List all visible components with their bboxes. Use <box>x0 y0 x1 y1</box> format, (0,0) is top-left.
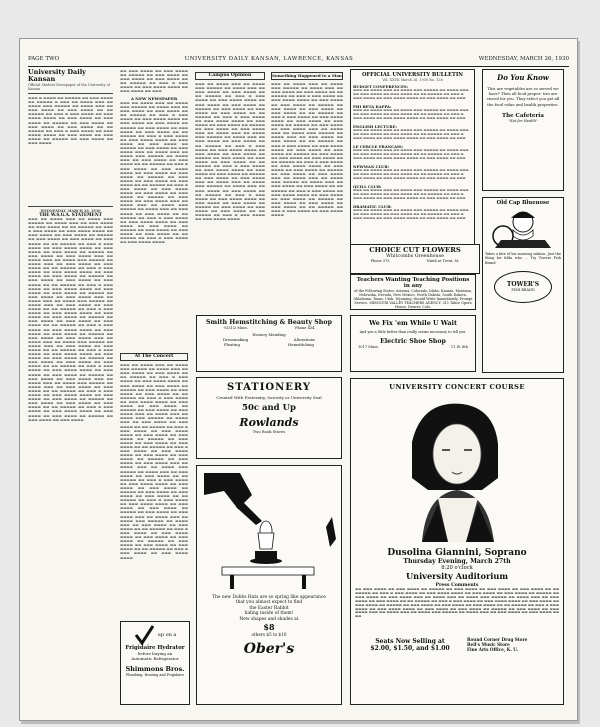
column-opinion <box>120 69 188 341</box>
towers-sub: FISH BRAND <box>511 288 535 293</box>
shoe-title: We Fix 'em While U Wait <box>369 319 457 327</box>
campus-opinion-heading: Campus Opinion <box>195 72 265 80</box>
bulletin-item-heading: ENGLISH LECTURE: <box>353 124 397 129</box>
bulletin-subtitle: Vol. XXVII March 26, 1930 No. 128 <box>382 78 443 82</box>
concert-date: Thursday Evening, March 27th <box>403 558 511 565</box>
dobbs-others: others $5 to $10 <box>251 632 287 638</box>
bulletin-item-heading: LE CERCLE FRANCAIS: <box>353 144 404 149</box>
towers-logo <box>494 271 552 303</box>
bulletin-item-body: ▬▬▬ ▬▬ ▬▬▬▬ ▬▬▬ ▬▬ ▬▬▬▬ ▬▬▬ ▬▬▬▬▬ ▬▬ ▬▬▬▬ ▬▬▬ ▬▬ ▬▬▬ ▬▬▬▬ ▬▬ ▬▬▬ ▬▬▬▬ ▬▬ ▬▬ ▬▬▬▬▬ ▬▬ ▬▬▬ ▬ ▬▬▬ ▬▬▬▬ ▬▬ ▬▬▬ ▬▬▬▬ ▬▬▬▬ ▬▬ ▬▬▬ ▬▬▬▬ ▬▬ ▬▬▬ <box>353 129 469 140</box>
flowers-shop: Whitcombs Greenhouse <box>386 254 444 259</box>
ticket-outlet-2: Bell's Music Store <box>467 642 510 647</box>
smith-address: 9331/2 Mass. <box>223 326 248 330</box>
editorial-heading: THE W.S.G.A. STATEMENT <box>39 212 102 217</box>
smith-phone: Phone 434 <box>295 326 315 330</box>
column-opinion-2 <box>195 69 265 341</box>
editorial-body: ▬▬▬ ▬▬ ▬▬▬▬ ▬▬▬ ▬▬ ▬▬▬▬ ▬▬▬ ▬▬▬▬▬ ▬▬ ▬▬▬▬ ▬▬▬ ▬▬ ▬▬▬ ▬▬▬▬ ▬▬ ▬▬▬ ▬▬▬▬ ▬▬ ▬▬ ▬▬▬▬▬ ▬▬ ▬▬▬ ▬ ▬▬▬ ▬▬▬▬ ▬▬ ▬▬▬ ▬▬▬▬ ▬▬▬▬ ▬▬ ▬▬▬ ▬▬▬▬ ▬▬ ▬▬▬ ▬▬▬▬ ▬▬ ▬▬▬▬▬ ▬▬ ▬▬▬ ▬▬▬▬ ▬▬ ▬▬▬ ▬▬▬▬ ▬▬ ▬▬▬ ▬▬▬▬ ▬▬ ▬▬ ▬▬▬▬▬ ▬▬ ▬▬▬ ▬ ▬▬▬ ▬▬▬▬ ▬▬ ▬▬▬ ▬▬▬▬ ▬▬▬▬ ▬▬ ▬▬▬ ▬▬▬▬ ▬▬ ▬▬▬ ▬▬▬▬ ▬▬ ▬▬▬▬▬ ▬▬ ▬▬▬ ▬▬▬▬ ▬▬ ▬▬▬ ▬▬▬▬ ▬▬▬ ▬▬ ▬▬▬▬ ▬▬▬ ▬▬ ▬▬▬▬ ▬▬▬ ▬▬▬▬▬ ▬▬ ▬▬▬▬ ▬▬▬ ▬▬ ▬▬▬ ▬▬▬▬ ▬▬ ▬▬▬ ▬▬▬▬ ▬▬ ▬▬ ▬▬▬▬▬ ▬▬ ▬▬▬ ▬ ▬▬▬ ▬▬▬▬ ▬▬ ▬▬▬ ▬▬▬▬ ▬▬▬▬ ▬▬ ▬▬▬ ▬▬▬▬ ▬▬ ▬▬▬ ▬▬▬▬ ▬▬ ▬▬▬▬▬ ▬▬ ▬▬▬ ▬▬▬▬ ▬▬ ▬▬▬ ▬▬▬▬ ▬▬ ▬▬▬ ▬▬▬▬ ▬▬ ▬▬ ▬▬▬▬▬ ▬▬ ▬▬▬ ▬ ▬▬▬ ▬▬▬▬ ▬▬ ▬▬▬ ▬▬▬▬ ▬▬▬▬ ▬▬ ▬▬▬ ▬▬▬▬ ▬▬ ▬▬▬ ▬▬▬▬ ▬▬ ▬▬▬▬▬ ▬▬ ▬▬▬ ▬▬▬▬ ▬▬ ▬▬▬ ▬▬▬▬ ▬▬▬ ▬▬ ▬▬▬▬ ▬▬▬ ▬▬ ▬▬▬▬ ▬▬▬ ▬▬▬▬▬ ▬▬ ▬▬▬▬ ▬▬▬ ▬▬ ▬▬▬ ▬▬▬▬ ▬▬ ▬▬▬ ▬▬▬▬ ▬▬ ▬▬ ▬▬▬▬▬ ▬▬ ▬▬▬ ▬ ▬▬▬ ▬▬▬▬ ▬▬ ▬▬▬ ▬▬▬▬ ▬▬▬▬ ▬▬ ▬▬▬ ▬▬▬▬ ▬▬ ▬▬▬ ▬▬▬▬ ▬▬ ▬▬▬▬▬ ▬▬ ▬▬▬ ▬▬▬▬ ▬▬ ▬▬▬ ▬▬▬▬ ▬▬ ▬▬▬ ▬▬▬▬ ▬▬ ▬▬ ▬▬▬▬▬ ▬▬ ▬▬▬ ▬ ▬▬▬ ▬▬▬▬ ▬▬ ▬▬▬ ▬▬▬▬ ▬▬▬▬ ▬▬ ▬▬▬ ▬▬▬▬ ▬▬ ▬▬▬ ▬▬▬▬ ▬▬ ▬▬▬▬▬ ▬▬ ▬▬▬ ▬▬▬▬ ▬▬ ▬▬▬ ▬▬▬▬ ▬▬▬ ▬▬ ▬▬▬▬ ▬▬▬ ▬▬ ▬▬▬▬ ▬▬▬ ▬▬▬▬▬ ▬▬ ▬▬▬▬ ▬▬▬ ▬▬ ▬▬▬ ▬▬▬▬ ▬▬ ▬▬▬ ▬▬▬▬ ▬▬ ▬▬ ▬▬▬▬▬ ▬▬ ▬▬▬ ▬ ▬▬▬ ▬▬▬▬ ▬▬ ▬▬▬ ▬▬▬▬ ▬▬▬▬ ▬▬ ▬▬▬ ▬▬▬▬ ▬▬ ▬▬▬ ▬▬▬▬ ▬▬ ▬▬▬▬▬ ▬▬ ▬▬▬ ▬▬▬▬ ▬▬ ▬▬▬ ▬▬▬▬ ▬▬ ▬▬▬ ▬▬▬▬ ▬▬ ▬▬ ▬▬▬▬▬ ▬▬ ▬▬▬ ▬ ▬▬▬ ▬▬▬▬ ▬▬ ▬▬▬ ▬▬▬▬ ▬▬▬▬ ▬▬ ▬▬▬ ▬▬▬▬ ▬▬ ▬▬▬ ▬▬▬▬ ▬▬ ▬▬▬▬▬ ▬▬ ▬▬▬ ▬▬▬▬ ▬▬ ▬▬▬ ▬▬▬▬ ▬▬▬ ▬▬ ▬▬▬▬ ▬▬▬ ▬▬ ▬▬▬▬ ▬▬▬ ▬▬▬▬▬ ▬▬ ▬▬▬▬ ▬▬▬ ▬▬ ▬▬▬ ▬▬▬▬ ▬▬ ▬▬▬ ▬▬▬▬ ▬▬ ▬▬ ▬▬▬▬▬ ▬▬ ▬▬▬ ▬ ▬▬▬ ▬▬▬▬ ▬▬ ▬▬▬ ▬▬▬▬ ▬▬▬▬ ▬▬ ▬▬▬ ▬▬▬▬ ▬▬ ▬▬▬ ▬▬▬▬ ▬▬ ▬▬▬▬▬ ▬▬ ▬▬▬ ▬▬▬▬ ▬▬ ▬▬▬ ▬▬▬▬ ▬▬ ▬▬▬ ▬▬▬▬ ▬▬ ▬▬ ▬▬▬▬▬ ▬▬ ▬▬▬ ▬ ▬▬▬ ▬▬▬▬ ▬▬ ▬▬▬ ▬▬▬▬ ▬▬▬▬ ▬▬ ▬▬▬ ▬▬▬▬ ▬▬ ▬▬▬ ▬▬▬▬ ▬▬ ▬▬▬▬▬ ▬▬ ▬▬▬ ▬▬▬▬ ▬▬ ▬▬▬ ▬▬▬▬ <box>28 217 113 422</box>
cafeteria-ad <box>482 69 564 191</box>
col3-body: ▬▬▬ ▬▬ ▬▬▬▬ ▬▬▬ ▬▬ ▬▬▬▬ ▬▬▬ ▬▬▬▬▬ ▬▬ ▬▬▬▬ ▬▬▬ ▬▬ ▬▬▬ ▬▬▬▬ ▬▬ ▬▬▬ ▬▬▬▬ ▬▬ ▬▬ ▬▬▬▬▬ ▬▬ ▬▬▬ ▬ ▬▬▬ ▬▬▬▬ ▬▬ ▬▬▬ ▬▬▬▬ ▬▬▬▬ ▬▬ ▬▬▬ ▬▬▬▬ ▬▬ ▬▬▬ ▬▬▬▬ ▬▬ ▬▬▬▬▬ ▬▬ ▬▬▬ ▬▬▬▬ ▬▬ ▬▬▬ ▬▬▬▬ ▬▬ ▬▬▬ ▬▬▬▬ ▬▬ ▬▬ ▬▬▬▬▬ ▬▬ ▬▬▬ ▬ ▬▬▬ ▬▬▬▬ ▬▬ ▬▬▬ ▬▬▬▬ ▬▬▬▬ ▬▬ ▬▬▬ ▬▬▬▬ ▬▬ ▬▬▬ ▬▬▬▬ ▬▬ ▬▬▬▬▬ ▬▬ ▬▬▬ ▬▬▬▬ ▬▬ ▬▬▬ ▬▬▬▬ ▬▬▬ ▬▬ ▬▬▬▬ ▬▬▬ ▬▬ ▬▬▬▬ ▬▬▬ ▬▬▬▬▬ ▬▬ ▬▬▬▬ ▬▬▬ ▬▬ ▬▬▬ ▬▬▬▬ ▬▬ ▬▬▬ ▬▬▬▬ ▬▬ ▬▬ ▬▬▬▬▬ ▬▬ ▬▬▬ ▬ ▬▬▬ ▬▬▬▬ ▬▬ ▬▬▬ ▬▬▬▬ ▬▬▬▬ ▬▬ ▬▬▬ ▬▬▬▬ ▬▬ ▬▬▬ ▬▬▬▬ ▬▬ ▬▬▬▬▬ ▬▬ ▬▬▬ ▬▬▬▬ ▬▬ ▬▬▬ ▬▬▬▬ ▬▬ ▬▬▬ ▬▬▬▬ ▬▬ ▬▬ ▬▬▬▬▬ ▬▬ ▬▬▬ ▬ ▬▬▬ ▬▬▬▬ ▬▬ ▬▬▬ ▬▬▬▬ ▬▬▬▬ ▬▬ ▬▬▬ ▬▬▬▬ ▬▬ ▬▬▬ ▬▬▬▬ ▬▬ ▬▬▬▬▬ ▬▬ ▬▬▬ ▬▬▬▬ ▬▬ ▬▬▬ ▬▬▬▬ ▬▬▬ ▬▬ ▬▬▬▬ ▬▬▬ ▬▬ ▬▬▬▬ ▬▬▬ ▬▬▬▬▬ ▬▬ ▬▬▬▬ ▬▬▬ ▬▬ ▬▬▬ ▬▬▬▬ ▬▬ ▬▬▬ ▬▬▬▬ ▬▬ ▬▬ ▬▬▬▬▬ ▬▬ ▬▬▬ ▬ ▬▬▬ ▬▬▬▬ ▬▬ ▬▬▬ ▬▬▬▬ ▬▬▬▬ ▬▬ ▬▬▬ ▬▬▬▬ ▬▬ ▬▬▬ ▬▬▬▬ ▬▬ ▬▬▬▬▬ ▬▬ ▬▬▬ ▬▬▬▬ ▬▬ ▬▬▬ ▬▬▬▬ ▬▬ ▬▬▬ ▬▬▬▬ ▬▬ ▬▬ ▬▬▬▬▬ ▬▬ ▬▬▬ ▬ ▬▬▬ ▬▬▬▬ ▬▬ ▬▬▬ ▬▬▬▬ ▬▬▬▬ <box>195 82 265 222</box>
cafeteria-slogan: "Eat for Health" <box>508 118 538 123</box>
bulletin-item-heading: DRAMATIC CLUB: <box>353 204 392 209</box>
concert-review-body: ▬▬▬ ▬▬ ▬▬▬▬ ▬▬▬ ▬▬ ▬▬▬▬ ▬▬▬ ▬▬▬▬▬ ▬▬ ▬▬▬▬ ▬▬▬ ▬▬ ▬▬▬ ▬▬▬▬ ▬▬ ▬▬▬ ▬▬▬▬ ▬▬ ▬▬ ▬▬▬▬▬ ▬▬ ▬▬▬ ▬ ▬▬▬ ▬▬▬▬ ▬▬ ▬▬▬ ▬▬▬▬ ▬▬▬▬ ▬▬ ▬▬▬ ▬▬▬▬ ▬▬ ▬▬▬ ▬▬▬▬ ▬▬ ▬▬▬▬▬ ▬▬ ▬▬▬ ▬▬▬▬ ▬▬ ▬▬▬ ▬▬▬▬ ▬▬ ▬▬▬ ▬▬▬▬ ▬▬ ▬▬ ▬▬▬▬▬ ▬▬ ▬▬▬ ▬ ▬▬▬ ▬▬▬▬ ▬▬ ▬▬▬ ▬▬▬▬ ▬▬▬▬ ▬▬ ▬▬▬ ▬▬▬▬ ▬▬ ▬▬▬ ▬▬▬▬ ▬▬ ▬▬▬▬▬ ▬▬ ▬▬▬ ▬▬▬▬ ▬▬ ▬▬▬ ▬▬▬▬ ▬▬▬ ▬▬ ▬▬▬▬ ▬▬▬ ▬▬ ▬▬▬▬ ▬▬▬ ▬▬▬▬▬ ▬▬ ▬▬▬▬ ▬▬▬ ▬▬ ▬▬▬ ▬▬▬▬ ▬▬ ▬▬▬ ▬▬▬▬ ▬▬ ▬▬ ▬▬▬▬▬ ▬▬ ▬▬▬ ▬ ▬▬▬ ▬▬▬▬ ▬▬ ▬▬▬ ▬▬▬▬ ▬▬▬▬ ▬▬ ▬▬▬ ▬▬▬▬ ▬▬ ▬▬▬ ▬▬▬▬ ▬▬ ▬▬▬▬▬ ▬▬ ▬▬▬ ▬▬▬▬ ▬▬ ▬▬▬ ▬▬▬▬ ▬▬ ▬▬▬ ▬▬▬▬ ▬▬ ▬▬ ▬▬▬▬▬ ▬▬ ▬▬▬ ▬ ▬▬▬ ▬▬▬▬ ▬▬ ▬▬▬ ▬▬▬▬ ▬▬▬▬ ▬▬ ▬▬▬ ▬▬▬▬ ▬▬ ▬▬▬ ▬▬▬▬ ▬▬ ▬▬▬▬▬ ▬▬ ▬▬▬ ▬▬▬▬ ▬▬ ▬▬▬ ▬▬▬▬ ▬▬▬ ▬▬ ▬▬▬▬ ▬▬▬ ▬▬ ▬▬▬▬ ▬▬▬ ▬▬▬▬▬ ▬▬ ▬▬▬▬ ▬▬▬ ▬▬ ▬▬▬ ▬▬▬▬ ▬▬ ▬▬▬ ▬▬▬▬ ▬▬ ▬▬ ▬▬▬▬▬ ▬▬ ▬▬▬ ▬ ▬▬▬ ▬▬▬▬ ▬▬ ▬▬▬ ▬▬▬▬ ▬▬▬▬ ▬▬ ▬▬▬ ▬▬▬▬ ▬▬ ▬▬▬ ▬▬▬▬ ▬▬ ▬▬▬▬▬ ▬▬ ▬▬▬ ▬▬▬▬ ▬▬ ▬▬▬ ▬▬▬▬ ▬▬ ▬▬▬ ▬▬▬▬ ▬▬ ▬▬ ▬▬▬▬▬ ▬▬ ▬▬▬ ▬ ▬▬▬ ▬▬▬▬ ▬▬ ▬▬▬ ▬▬▬▬ ▬▬▬▬ ▬▬ ▬▬▬ ▬▬▬▬ ▬▬ ▬▬▬ ▬▬▬▬ ▬▬ ▬▬▬▬▬ ▬▬ ▬▬▬ ▬▬▬▬ ▬▬ ▬▬▬ ▬▬▬▬ ▬▬▬ ▬▬ ▬▬▬▬ ▬▬▬ ▬▬ ▬▬▬▬ ▬▬▬ ▬▬▬▬▬ ▬▬ ▬▬▬▬ ▬▬▬ ▬▬ ▬▬▬ ▬▬▬▬ ▬▬ ▬▬▬ ▬▬▬▬ ▬▬ ▬▬ ▬▬▬▬▬ ▬▬ ▬▬▬ ▬ ▬▬▬ ▬▬▬▬ ▬▬ ▬▬▬ ▬▬▬▬ ▬▬▬▬ ▬▬ ▬▬▬ ▬▬▬▬ ▬▬ ▬▬▬ ▬▬▬▬ ▬▬ ▬▬▬▬▬ ▬▬ ▬▬▬ ▬▬▬▬ ▬▬ ▬▬▬ ▬▬▬▬ ▬▬ ▬▬▬ ▬▬▬▬ ▬▬ ▬▬ ▬▬▬▬▬ ▬▬ ▬▬▬ ▬ ▬▬▬ ▬▬▬▬ ▬▬ ▬▬▬ ▬▬▬▬ ▬▬▬▬ <box>120 363 188 560</box>
shimmons-brand: Shimmons Bros. <box>125 665 185 673</box>
captain-illustration <box>485 206 561 248</box>
rowlands-sub: Two Book Stores <box>252 429 286 434</box>
rowlands-logo: Rowlands <box>239 416 299 429</box>
frigidaire-line-2: Frigidaire Hydrator <box>125 645 185 651</box>
concert-course-ad <box>350 378 564 705</box>
shoe-shop-name: Electric Shoe Shop <box>380 338 446 345</box>
flowers-title: CHOICE CUT FLOWERS <box>369 246 461 254</box>
flowers-address: Ninth at Trent, St. <box>426 259 460 263</box>
smith-service-4: Pleating <box>224 342 240 347</box>
shoe-address-2: 11 W. 8th <box>450 345 468 349</box>
bulletin-item-heading: NEWMAN CLUB: <box>353 164 389 169</box>
col2-body: ▬▬▬ ▬▬ ▬▬▬▬ ▬▬▬ ▬▬ ▬▬▬▬ ▬▬▬ ▬▬▬▬▬ ▬▬ ▬▬▬▬ ▬▬▬ ▬▬ ▬▬▬ ▬▬▬▬ ▬▬ ▬▬▬ ▬▬▬▬ ▬▬ ▬▬ ▬▬▬▬▬ ▬▬ ▬▬▬ ▬ ▬▬▬ ▬▬▬▬ ▬▬ ▬▬▬ ▬▬▬▬ ▬▬▬▬ ▬▬ ▬▬▬ ▬▬▬▬ ▬▬ ▬▬▬ ▬▬▬▬ ▬▬ ▬▬▬▬▬ ▬▬ ▬▬▬ ▬▬▬▬ ▬▬ ▬▬▬ ▬▬▬▬ ▬▬ ▬▬▬ ▬▬▬▬ ▬▬ ▬▬ ▬▬▬▬▬ ▬▬ ▬▬▬ ▬ ▬▬▬ ▬▬▬▬ ▬▬ ▬▬▬ ▬▬▬▬ ▬▬▬▬ ▬▬ ▬▬▬ ▬▬▬▬ ▬▬ ▬▬▬ ▬▬▬▬ ▬▬ ▬▬▬▬▬ ▬▬ ▬▬▬ ▬▬▬▬ ▬▬ ▬▬▬ ▬▬▬▬ ▬▬▬ ▬▬ ▬▬▬▬ ▬▬▬ ▬▬ ▬▬▬▬ ▬▬▬ ▬▬▬▬▬ ▬▬ ▬▬▬▬ ▬▬▬ ▬▬ ▬▬▬ ▬▬▬▬ ▬▬ ▬▬▬ ▬▬▬▬ ▬▬ ▬▬ ▬▬▬▬▬ ▬▬ ▬▬▬ ▬ ▬▬▬ ▬▬▬▬ ▬▬ ▬▬▬ ▬▬▬▬ ▬▬▬▬ ▬▬ ▬▬▬ ▬▬▬▬ ▬▬ ▬▬▬ ▬▬▬▬ ▬▬ ▬▬▬▬▬ ▬▬ ▬▬▬ ▬▬▬▬ ▬▬ ▬▬▬ ▬▬▬▬ ▬▬ ▬▬▬ ▬▬▬▬ ▬▬ ▬▬ ▬▬▬▬▬ ▬▬ ▬▬▬ ▬ ▬▬▬ ▬▬▬▬ ▬▬ ▬▬▬ ▬▬▬▬ ▬▬▬▬ ▬▬ ▬▬▬ ▬▬▬▬ ▬▬ ▬▬▬ ▬▬▬▬ ▬▬ ▬▬▬▬▬ ▬▬ ▬▬▬ ▬▬▬▬ ▬▬ ▬▬▬ ▬▬▬▬ ▬▬▬ ▬▬ ▬▬▬▬ ▬▬▬ ▬▬ ▬▬▬▬ ▬▬▬ ▬▬▬▬▬ ▬▬ ▬▬▬▬ ▬▬▬ ▬▬ ▬▬▬ ▬▬▬▬ ▬▬ ▬▬▬ ▬▬▬▬ ▬▬ ▬▬ ▬▬▬▬▬ ▬▬ ▬▬▬ ▬ ▬▬▬ ▬▬▬▬ ▬▬ ▬▬▬ ▬▬▬▬ ▬▬▬▬ ▬▬ ▬▬▬ ▬▬▬▬ ▬▬ ▬▬▬ ▬▬▬▬ ▬▬ ▬▬▬▬▬ ▬▬ ▬▬▬ ▬▬▬▬ ▬▬ ▬▬▬ ▬▬▬▬ ▬▬ ▬▬▬ ▬▬▬▬ ▬▬ ▬▬ ▬▬▬▬▬ ▬▬ ▬▬▬ ▬ ▬▬▬ ▬▬▬▬ ▬▬ ▬▬▬ ▬▬▬▬ ▬▬▬▬ <box>120 101 188 245</box>
teachers-title: Teachers Wanting Teaching Positions in any <box>356 277 470 289</box>
bulletin-item-heading: BUDGET CONFERENCES: <box>353 84 409 89</box>
header-right: WEDNESDAY, MARCH 26, 1930 <box>478 56 569 62</box>
bluenose-body: Takes a bite of his morning salmon. Just the thing for folks who ... Try Towers Fish Brand <box>485 252 561 265</box>
stationery-sub: Created With Fraternity, Sorority or University Seal <box>216 395 322 400</box>
new-newspaper-heading: A NEW NEWSPAPER <box>130 96 178 101</box>
col2-top-text: ▬▬ ▬▬▬ ▬▬▬▬ ▬▬ ▬▬▬ ▬▬▬▬ ▬▬ ▬▬▬▬▬ ▬▬ ▬▬▬ ▬▬▬▬ ▬▬ ▬▬▬ ▬▬▬▬ ▬▬ ▬▬▬ ▬▬▬▬ ▬▬ ▬▬ ▬▬▬▬▬ ▬▬ ▬▬▬ ▬ ▬▬▬ ▬▬▬▬ ▬▬ ▬▬▬ ▬▬▬▬ ▬▬▬▬ ▬▬ ▬▬▬ ▬▬▬▬ ▬▬ ▬▬▬ <box>120 69 188 94</box>
bulletin-item-body: ▬▬▬ ▬▬ ▬▬▬▬ ▬▬▬ ▬▬ ▬▬▬▬ ▬▬▬ ▬▬▬▬▬ ▬▬ ▬▬▬▬ ▬▬▬ ▬▬ ▬▬▬ ▬▬▬▬ ▬▬ ▬▬▬ ▬▬▬▬ ▬▬ ▬▬ ▬▬▬▬▬ ▬▬ ▬▬▬ ▬ ▬▬▬ ▬▬▬▬ ▬▬ ▬▬▬ ▬▬▬▬ ▬▬▬▬ ▬▬ ▬▬▬ ▬▬▬▬ ▬▬ ▬▬▬ <box>353 169 469 180</box>
at-concert-heading: At The Concert <box>120 353 188 361</box>
frigidaire-line-1: up on a <box>157 632 177 638</box>
smith-service-2: Dressmaking <box>222 337 249 342</box>
dobbs-hats-ad <box>196 465 342 705</box>
stationery-title: STATIONERY <box>226 382 312 393</box>
bulletin-item-body: ▬▬▬ ▬▬ ▬▬▬▬ ▬▬▬ ▬▬ ▬▬▬▬ ▬▬▬ ▬▬▬▬▬ ▬▬ ▬▬▬▬ ▬▬▬ ▬▬ ▬▬▬ ▬▬▬▬ ▬▬ ▬▬▬ ▬▬▬▬ ▬▬ ▬▬ ▬▬▬▬▬ ▬▬ ▬▬▬ ▬ ▬▬▬ ▬▬▬▬ ▬▬ ▬▬▬ ▬▬▬▬ ▬▬▬▬ ▬▬ ▬▬▬ ▬▬▬▬ ▬▬ ▬▬▬ <box>353 189 469 200</box>
masthead-date: WEDNESDAY, MARCH 26, 1930 <box>40 209 101 213</box>
header-left: PAGE TWO <box>28 56 60 62</box>
newspaper-page <box>19 38 578 721</box>
doyou-title: Do You Know <box>497 73 549 82</box>
checkmark-icon <box>134 625 154 645</box>
official-bulletin <box>350 69 475 271</box>
column-news <box>271 69 343 339</box>
smith-title: Smith Hemstitching & Beauty Shop <box>206 319 332 326</box>
ticket-outlet-1: Round Corner Drug Store <box>467 637 528 642</box>
frigidaire-line-4: Automatic Refrigerator <box>131 656 179 661</box>
press-heading: Press Comments <box>435 583 479 588</box>
bulletin-title: OFFICIAL UNIVERSITY BULLETIN <box>361 72 464 78</box>
bulletin-item-body: ▬▬▬ ▬▬ ▬▬▬▬ ▬▬▬ ▬▬ ▬▬▬▬ ▬▬▬ ▬▬▬▬▬ ▬▬ ▬▬▬▬ ▬▬▬ ▬▬ ▬▬▬ ▬▬▬▬ ▬▬ ▬▬▬ ▬▬▬▬ ▬▬ ▬▬ ▬▬▬▬▬ ▬▬ ▬▬▬ ▬ ▬▬▬ ▬▬▬▬ ▬▬ ▬▬▬ ▬▬▬▬ ▬▬▬▬ ▬▬ ▬▬▬ ▬▬▬▬ ▬▬ ▬▬▬ <box>353 109 469 120</box>
frigidaire-ad <box>120 621 190 705</box>
bulletin-item-heading: PHI BETA KAPPA: <box>353 104 392 109</box>
stationery-ad <box>196 377 342 459</box>
press-comments: ▬▬ ▬▬▬ ▬▬▬▬ ▬▬ ▬▬▬ ▬▬▬▬ ▬▬ ▬▬▬▬▬ ▬▬ ▬▬▬ ▬▬▬▬ ▬▬ ▬▬▬ ▬▬▬▬ ▬▬ ▬▬▬ ▬▬▬▬ ▬▬ ▬▬ ▬▬▬▬▬ ▬▬ ▬▬▬ ▬ ▬▬▬ ▬▬▬▬ ▬▬ ▬▬▬ ▬▬▬▬ ▬▬▬▬ ▬▬ ▬▬▬ ▬▬▬▬ ▬▬ ▬▬▬ ▬▬▬▬ ▬▬ ▬▬▬▬▬ ▬▬ ▬▬▬ ▬▬▬▬ ▬▬ ▬▬▬ ▬▬▬▬ ▬▬▬ ▬▬ ▬▬▬▬ ▬▬▬ ▬▬ ▬▬▬▬ ▬▬▬ ▬▬▬▬▬ ▬▬ ▬▬▬▬ ▬▬▬ ▬▬ ▬▬▬ ▬▬▬▬ ▬▬ ▬▬▬ ▬▬▬▬ ▬▬ ▬▬ ▬▬▬▬▬ ▬▬ ▬▬▬ ▬ ▬▬▬ ▬▬▬▬ ▬▬ ▬▬▬ ▬▬▬▬ ▬▬▬▬ ▬▬ ▬▬▬ ▬▬▬▬ ▬▬ ▬▬▬ ▬▬▬▬ ▬▬ ▬▬▬▬▬ ▬▬ ▬▬▬ ▬▬▬▬ ▬▬ ▬▬▬ ▬▬▬▬ ▬▬ ▬▬▬ ▬▬▬▬ ▬▬ ▬▬ ▬▬▬▬▬ ▬▬ ▬▬▬ ▬ ▬▬▬ ▬▬▬▬ ▬▬ ▬▬▬ ▬▬▬▬ ▬▬▬▬ ▬▬ ▬▬▬ ▬▬▬▬ ▬▬ ▬▬▬ ▬▬▬▬ ▬▬ ▬▬▬▬▬ ▬▬ ▬▬▬ ▬▬▬▬ ▬▬ ▬▬▬ ▬▬▬▬ ▬▬▬ ▬▬ ▬▬▬▬ ▬▬▬ ▬▬ ▬▬▬▬ ▬▬▬ ▬▬▬▬▬ ▬▬ ▬▬▬▬ ▬▬▬ ▬▬ ▬▬▬ ▬▬▬▬ ▬▬ ▬▬▬ ▬▬▬▬ ▬▬ ▬▬ <box>355 588 559 619</box>
dobbs-line-1: The new Dobbs Hats are so spring like appearance <box>212 595 326 600</box>
dobbs-line-3: the Easter Rabbit <box>249 605 289 611</box>
bluenose-ad <box>482 197 564 373</box>
towers-brand: TOWER'S <box>506 281 540 289</box>
masthead-subtitle: Official Student Newspaper of the University of Kansas <box>28 83 110 91</box>
column-masthead <box>28 69 113 714</box>
bluenose-title: Old Cap Bluenose <box>496 200 550 206</box>
shoe-shop-ad <box>350 315 476 372</box>
staff-list: ▬▬▬ ▬ ▬▬▬▬ ▬▬ ▬▬▬▬▬ ▬▬ ▬▬▬ ▬▬▬▬ ▬▬ ▬▬▬▬▬ ▬ ▬▬▬ ▬▬ ▬▬▬▬ ▬▬▬ ▬▬ ▬▬▬▬ ▬▬▬ ▬▬▬▬▬ ▬▬ ▬▬▬▬ ▬▬▬ ▬▬ ▬▬▬ ▬▬▬▬ ▬▬ ▬▬▬ ▬▬▬▬ ▬▬ ▬▬ ▬▬▬▬▬ ▬▬ ▬▬▬ ▬ ▬▬▬ ▬▬▬▬ ▬▬ ▬▬▬ ▬▬▬▬ ▬▬▬▬ ▬▬ ▬▬▬ ▬▬▬▬ ▬▬ ▬▬▬ ▬▬▬▬ ▬▬ ▬▬▬▬▬ ▬▬ ▬▬▬ ▬▬▬▬ ▬▬ ▬▬▬ ▬▬▬▬ ▬▬ ▬▬▬ ▬▬▬▬ ▬▬ ▬▬ ▬▬▬▬▬ ▬▬ ▬▬▬ ▬ ▬▬▬ ▬▬▬▬ ▬▬ ▬▬▬ ▬▬▬▬ ▬▬▬▬ ▬▬ ▬▬▬ ▬▬▬▬ ▬▬ ▬▬▬ ▬▬▬▬ ▬▬ ▬▬▬▬▬ ▬▬ ▬▬▬ ▬▬▬▬ ▬▬ ▬▬▬ ▬▬▬▬ <box>28 96 113 146</box>
ticket-outlet-3: Fine Arts Office, K. U. <box>467 647 519 652</box>
concert-venue: University Auditorium <box>405 571 509 581</box>
smith-service-5: Hemstitching <box>287 342 314 347</box>
bulletin-item-body: ▬▬▬ ▬▬ ▬▬▬▬ ▬▬▬ ▬▬ ▬▬▬▬ ▬▬▬ ▬▬▬▬▬ ▬▬ ▬▬▬▬ ▬▬▬ ▬▬ ▬▬▬ ▬▬▬▬ ▬▬ ▬▬▬ ▬▬▬▬ ▬▬ ▬▬ ▬▬▬▬▬ ▬▬ ▬▬▬ ▬ ▬▬▬ ▬▬▬▬ ▬▬ ▬▬▬ ▬▬▬▬ ▬▬▬▬ ▬▬ ▬▬▬ ▬▬▬▬ ▬▬ ▬▬▬ <box>353 209 469 220</box>
magician-hat-illustration <box>200 469 338 591</box>
doyou-body: This are vegetables are so served we have? Then all food proper- ties are stored for you. They select you get all the food value and health properties. <box>486 86 560 107</box>
cafeteria-name: The Cafeteria <box>502 112 544 119</box>
frigidaire-line-3: before buying an <box>137 651 173 656</box>
flowers-ad <box>350 244 480 274</box>
dobbs-line-5: New shapes and shades at <box>239 616 299 622</box>
smith-ad <box>196 315 342 372</box>
shoe-address-1: 1017 Mass. <box>358 345 379 349</box>
something-happened-heading: Something Happened to a Man <box>271 72 343 80</box>
shoe-sub: And you a little better than really seems necessary to tell you. <box>359 330 467 334</box>
shimmons-sub: Plumbing, Heating and Frigidaire <box>125 673 185 677</box>
teachers-ad <box>350 274 476 310</box>
header-center: UNIVERSITY DAILY KANSAN, LAWRENCE, KANSAS <box>184 56 354 62</box>
flowers-phone: Phone 375 <box>370 259 390 263</box>
page-header <box>28 56 569 67</box>
col4-body: ▬▬▬ ▬▬ ▬▬▬▬ ▬▬▬ ▬▬ ▬▬▬▬ ▬▬▬ ▬▬▬▬▬ ▬▬ ▬▬▬▬ ▬▬▬ ▬▬ ▬▬▬ ▬▬▬▬ ▬▬ ▬▬▬ ▬▬▬▬ ▬▬ ▬▬ ▬▬▬▬▬ ▬▬ ▬▬▬ ▬ ▬▬▬ ▬▬▬▬ ▬▬ ▬▬▬ ▬▬▬▬ ▬▬▬▬ ▬▬ ▬▬▬ ▬▬▬▬ ▬▬ ▬▬▬ ▬▬▬▬ ▬▬ ▬▬▬▬▬ ▬▬ ▬▬▬ ▬▬▬▬ ▬▬ ▬▬▬ ▬▬▬▬ ▬▬ ▬▬▬ ▬▬▬▬ ▬▬ ▬▬ ▬▬▬▬▬ ▬▬ ▬▬▬ ▬ ▬▬▬ ▬▬▬▬ ▬▬ ▬▬▬ ▬▬▬▬ ▬▬▬▬ ▬▬ ▬▬▬ ▬▬▬▬ ▬▬ ▬▬▬ ▬▬▬▬ ▬▬ ▬▬▬▬▬ ▬▬ ▬▬▬ ▬▬▬▬ ▬▬ ▬▬▬ ▬▬▬▬ ▬▬▬ ▬▬ ▬▬▬▬ ▬▬▬ ▬▬ ▬▬▬▬ ▬▬▬ ▬▬▬▬▬ ▬▬ ▬▬▬▬ ▬▬▬ ▬▬ ▬▬▬ ▬▬▬▬ ▬▬ ▬▬▬ ▬▬▬▬ ▬▬ ▬▬ ▬▬▬▬▬ ▬▬ ▬▬▬ ▬ ▬▬▬ ▬▬▬▬ ▬▬ ▬▬▬ ▬▬▬▬ ▬▬▬▬ ▬▬ ▬▬▬ ▬▬▬▬ ▬▬ ▬▬▬ ▬▬▬▬ ▬▬ ▬▬▬▬▬ ▬▬ ▬▬▬ ▬▬▬▬ ▬▬ ▬▬▬ ▬▬▬▬ ▬▬ ▬▬▬ ▬▬▬▬ ▬▬ ▬▬ ▬▬▬▬▬ ▬▬ ▬▬▬ ▬ ▬▬▬ ▬▬▬▬ ▬▬ ▬▬▬ ▬▬▬▬ ▬▬▬▬ ▬▬ ▬▬▬ ▬▬▬▬ ▬▬ ▬▬▬ ▬▬▬▬ ▬▬ ▬▬▬▬▬ ▬▬ ▬▬▬ ▬▬▬▬ ▬▬ ▬▬▬ ▬▬▬▬ ▬▬▬ ▬▬ ▬▬▬▬ ▬▬▬ ▬▬ ▬▬▬▬ ▬▬▬ ▬▬▬▬▬ ▬▬ ▬▬▬▬ ▬▬▬ ▬▬ ▬▬▬ ▬▬▬▬ ▬▬ ▬▬▬ ▬▬▬▬ ▬▬ ▬▬ ▬▬▬▬▬ ▬▬ ▬▬▬ ▬ ▬▬▬ ▬▬▬▬ ▬▬ ▬▬▬ ▬▬▬▬ ▬▬▬▬ ▬▬ ▬▬▬ ▬▬▬▬ ▬▬ ▬▬▬ ▬▬▬▬ ▬▬ ▬▬▬▬▬ ▬▬ ▬▬▬ ▬▬▬▬ ▬▬ ▬▬▬ ▬▬▬▬ ▬▬ ▬▬▬ ▬▬▬▬ ▬▬ ▬▬ ▬▬▬▬▬ ▬▬ ▬▬▬ ▬ ▬▬▬ ▬▬▬▬ ▬▬ ▬▬▬ ▬▬▬▬ ▬▬▬▬ <box>271 82 343 218</box>
bulletin-items <box>353 84 472 222</box>
concert-time: 8:20 o'clock <box>441 565 473 571</box>
teachers-body: of the Following States: Arizona, Colorado, Idaho, Kansas, Montana, Nebraska, Nevada, New Mexico, North Dakota, South Dakota, Oklahoma, Texas, Utah, Wyoming, should Write Immediately. Prompt Service. MISSOURI VALLEY TEACHERS AGENCY, 311 Tabor Opera House, Denver, Colo. <box>353 289 473 309</box>
bulletin-item-body: ▬▬▬ ▬▬ ▬▬▬▬ ▬▬▬ ▬▬ ▬▬▬▬ ▬▬▬ ▬▬▬▬▬ ▬▬ ▬▬▬▬ ▬▬▬ ▬▬ ▬▬▬ ▬▬▬▬ ▬▬ ▬▬▬ ▬▬▬▬ ▬▬ ▬▬ ▬▬▬▬▬ ▬▬ ▬▬▬ ▬ ▬▬▬ ▬▬▬▬ ▬▬ ▬▬▬ ▬▬▬▬ ▬▬▬▬ ▬▬ ▬▬▬ ▬▬▬▬ ▬▬ ▬▬▬ <box>353 89 469 100</box>
singer-name: Dusolina Giannini, Soprano <box>387 548 527 558</box>
singer-portrait <box>382 394 532 542</box>
smith-service-1: Hosiery Mending <box>252 332 286 337</box>
concert-title: UNIVERSITY CONCERT COURSE <box>389 383 525 391</box>
bulletin-item-body: ▬▬▬ ▬▬ ▬▬▬▬ ▬▬▬ ▬▬ ▬▬▬▬ ▬▬▬ ▬▬▬▬▬ ▬▬ ▬▬▬▬ ▬▬▬ ▬▬ ▬▬▬ ▬▬▬▬ ▬▬ ▬▬▬ ▬▬▬▬ ▬▬ ▬▬ ▬▬▬▬▬ ▬▬ ▬▬▬ ▬ ▬▬▬ ▬▬▬▬ ▬▬ ▬▬▬ ▬▬▬▬ ▬▬▬▬ ▬▬ ▬▬▬ ▬▬▬▬ ▬▬ ▬▬▬ <box>353 149 469 160</box>
seats-prices: $2.00, $1.50, and $1.00 <box>370 644 450 652</box>
bulletin-item-heading: QUILL CLUB: <box>353 184 382 189</box>
dobbs-price: $8 <box>263 622 275 633</box>
dobbs-line-4: hiding inside of them! <box>244 611 294 617</box>
stationery-price: 50c and Up <box>242 403 296 413</box>
obers-logo: Ober's <box>243 641 295 658</box>
smith-service-3: Alterations <box>293 337 316 342</box>
masthead-title: University Daily Kansan <box>28 69 86 83</box>
dobbs-line-2: that you almost expect to find <box>235 600 303 606</box>
seats-heading: Seats Now Selling at <box>375 637 445 645</box>
